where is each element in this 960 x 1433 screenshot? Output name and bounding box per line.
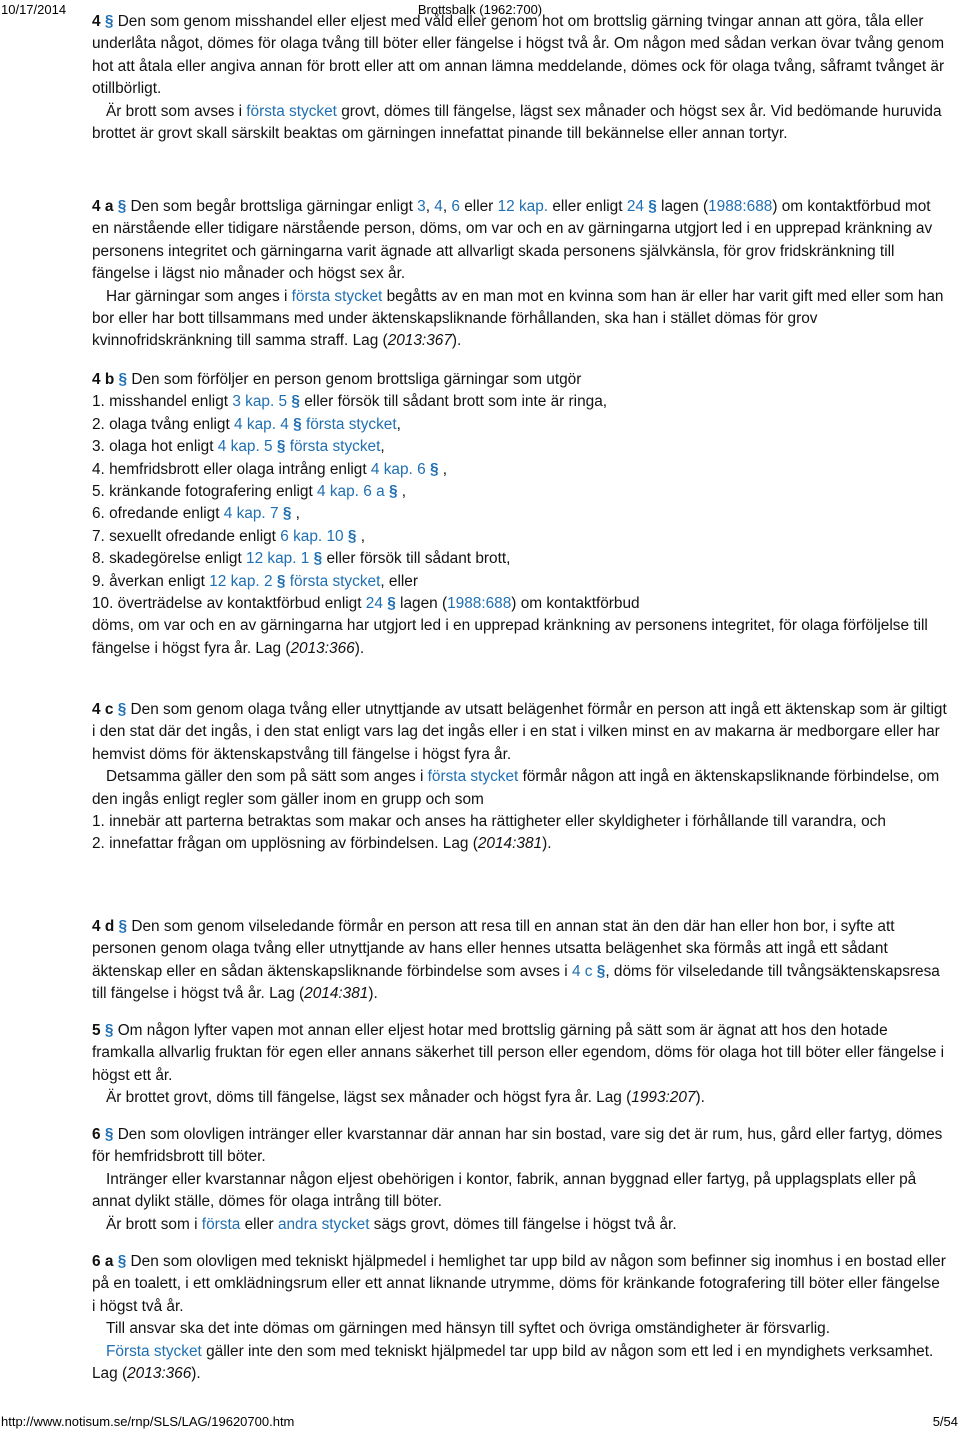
paragraph-sign-link[interactable]: § xyxy=(117,1253,127,1270)
section-link[interactable]: 5 xyxy=(264,438,273,456)
section-link[interactable]: 2 xyxy=(264,572,273,590)
section-number: 4 xyxy=(92,13,101,30)
forsta-stycket-link[interactable]: första stycket xyxy=(289,438,381,456)
paragraph-sign-link[interactable]: § xyxy=(429,460,439,478)
section-5: 5 § Om någon lyfter vapen mot annan eller eljest hotar med brottslig gärning på sätt som är ägnat att hos den hotade framkalla allvarlig fruktan för egen eller annans säkerhet till person eller egendom, döms för olaga hot till böter eller fängelse i högst ett år. Är brottet grovt, döms till fängelse, lägst sex månader och högst fyra år. Lag (1993:207). xyxy=(92,1022,945,1107)
forsta-stycket-link[interactable]: första xyxy=(201,1215,241,1233)
chapter-link[interactable]: 6 kap. xyxy=(280,527,323,545)
forsta-stycket-link[interactable]: första stycket xyxy=(305,415,397,433)
chapter-link[interactable]: 4 kap. xyxy=(317,483,359,501)
list-item: 7. sexuellt ofredande enligt 6 kap. 10 § , xyxy=(92,527,365,545)
forsta-stycket-link[interactable]: första stycket xyxy=(246,102,337,120)
section-number: 4 c xyxy=(92,701,114,718)
section-link[interactable]: 10 xyxy=(326,527,344,545)
print-date: 10/17/2014 xyxy=(1,2,67,17)
sfs-number: 2014:381 xyxy=(304,985,369,1003)
forsta-stycket-link[interactable]: första stycket xyxy=(291,287,383,305)
list-item: 1. misshandel enligt 3 kap. 5 § eller försök till sådant brott som inte är ringa, xyxy=(92,393,608,411)
section-link[interactable]: 6 xyxy=(417,460,426,478)
paragraph-sign-link[interactable]: § xyxy=(313,550,323,568)
paragraph-sign-link[interactable]: § xyxy=(648,198,657,215)
section-number: 4 a xyxy=(92,198,114,215)
sfs-number: 2013:367 xyxy=(387,332,452,350)
section-4c: 4 c § Den som genom olaga tvång eller utnyttjande av utsatt belägenhet förmår en person att ingå ett äktenskap som är giltigt i den stat där det ingås, i den stat enligt vars lag det ingås eller i en stat i vilken minst en av makarna är medborgare eller har hemvist döms för äktenskapstvång till fängelse i högst fyra år. Detsamma gäller den som på sätt som anges i första stycket förmår någon att ingå en äktenskapsliknande förbindelse, om den ingås enligt regler som gäller inom en grupp och som 1. innebär att parterna betraktas som makar och anses ha rättigheter eller skyldigheter i förhållande till varandra, och 2. innefattar frågan om upplösning av förbindelsen. Lag (2014:381). xyxy=(92,699,947,856)
chapter-link[interactable]: 4 kap. xyxy=(234,415,276,433)
chapter-link[interactable]: 4 kap. xyxy=(223,505,266,523)
paragraph-sign-link[interactable]: § xyxy=(282,505,292,523)
sfs-link[interactable]: 1988:688 xyxy=(708,198,773,215)
section-number: 5 xyxy=(92,1022,101,1039)
chapter-link[interactable]: 12 kap. xyxy=(209,572,260,590)
section-number: 6 a xyxy=(92,1253,114,1270)
chapter-link[interactable]: 3 xyxy=(417,198,426,215)
list-item: 4. hemfridsbrott eller olaga intrång enligt 4 kap. 6 § , xyxy=(92,460,448,478)
list-item: 9. åverkan enligt 12 kap. 2 § första stycket, eller xyxy=(92,572,418,590)
list-item: 5. kränkande fotografering enligt 4 kap. 6 a § , xyxy=(92,483,407,501)
page-number: 5/54 xyxy=(932,1414,958,1429)
sfs-link[interactable]: 1988:688 xyxy=(447,595,512,613)
sfs-number: 2013:366 xyxy=(290,639,355,657)
paragraph-sign-link[interactable]: § xyxy=(117,701,127,718)
chapter-link[interactable]: 6 xyxy=(451,198,460,215)
section-4a: 4 a § Den som begår brottsliga gärningar enligt 3, 4, 6 eller 12 kap. eller enligt 24 § lagen (1988:688) om kontaktförbud mot en närstående eller tidigare närstående person, döms, om var och en av gärningarna utgjort led i en upprepad kränkning av personens integritet och gärningarna varit ägnade att allvarligt skada personens självkänsla, för grov fridskränkning till fängelse i lägst nio månader och högst sex år. Har gärningar som anges i första stycket begåtts av en man mot en kvinna som han är eller har varit gift med eller som han bor eller har bott tillsammans med under äktenskapsliknande förhållanden, ska han i stället dömas för grov kvinnofridskränkning till samma straff. Lag (2013:367). xyxy=(92,198,944,350)
paragraph-sign-link[interactable]: § xyxy=(596,962,606,980)
paragraph-sign-link[interactable]: § xyxy=(118,918,128,935)
section-number: 6 xyxy=(92,1126,101,1143)
paragraph-sign-link[interactable]: § xyxy=(293,415,302,433)
paragraph-sign-link[interactable]: § xyxy=(104,1126,114,1143)
andra-stycket-link[interactable]: andra stycket xyxy=(277,1215,370,1233)
paragraph-sign-link[interactable]: § xyxy=(347,527,357,545)
list-item: 10. överträdelse av kontaktförbud enligt 24 § lagen (1988:688) om kontaktförbud xyxy=(92,595,640,613)
list-item: 2. olaga tvång enligt 4 kap. 4 § första stycket, xyxy=(92,415,401,433)
section-number: 4 d xyxy=(92,918,115,935)
chapter-link[interactable]: 12 kap. xyxy=(246,550,297,568)
list-item: 1. innebär att parterna betraktas som makar och anses ha rättigheter eller skyldigheter i förhållande till varandra, och xyxy=(92,813,886,831)
paragraph-sign-link[interactable]: § xyxy=(117,198,127,215)
document-title: Brottsbalk (1962:700) xyxy=(417,2,543,17)
chapter-link[interactable]: 3 kap. xyxy=(232,393,275,411)
forsta-stycket-link[interactable]: Första stycket xyxy=(106,1342,202,1360)
section-number: 4 b xyxy=(92,371,115,388)
section-link[interactable]: 4 xyxy=(280,415,289,433)
section-link[interactable]: 7 xyxy=(270,505,279,523)
chapter-link[interactable]: 4 kap. xyxy=(217,438,260,456)
forsta-stycket-link[interactable]: första stycket xyxy=(289,572,381,590)
chapter-link[interactable]: 12 kap. xyxy=(497,198,549,215)
paragraph-sign-link[interactable]: § xyxy=(276,572,286,590)
list-item: 3. olaga hot enligt 4 kap. 5 § första stycket, xyxy=(92,438,385,456)
paragraph-sign-link[interactable]: § xyxy=(387,595,396,613)
list-item: 8. skadegörelse enligt 12 kap. 1 § eller försök till sådant brott, xyxy=(92,550,511,568)
paragraph-sign-link[interactable]: § xyxy=(291,393,300,411)
list-item: 6. ofredande enligt 4 kap. 7 § , xyxy=(92,505,300,523)
paragraph-sign-link[interactable]: § xyxy=(276,438,286,456)
section-4: 4 § Den som genom misshandel eller eljest med våld eller genom hot om brottslig gärning tvingar annan att göra, tåla eller underlåta något, dömes för olaga tvång till böter eller fängelse i högst två år. Om någon med sådan verkan övar tvång genom hot att åtala eller angiva annan för brott eller att om annan lämna meddelande, dömes ock för olaga tvång, såframt tvånget är otillbörligt. Är brott som avses i första stycket grovt, dömes till fängelse, lägst sex månader och högst sex år. Vid bedömande huruvida brottet är grovt skall särskilt beaktas om gärningen innefattat pinande till bekännelse eller annan tortyr. xyxy=(92,13,945,143)
paragraph-sign-link[interactable]: § xyxy=(104,13,114,30)
section-link[interactable]: 4 c xyxy=(571,962,593,980)
paragraph-sign-link[interactable]: § xyxy=(388,483,398,501)
section-link[interactable]: 6 a xyxy=(363,483,385,501)
section-4d: 4 d § Den som genom vilseledande förmår en person att resa till en annan stat än den där han eller hon bor, i syfte att personen genom olaga tvång eller utnyttjande av hans eller hennes utsatta belägenhet ska förmås att ingå ett sådant äktenskap eller en sådan äktenskapsliknande förbindelse som avses i 4 c §, döms för vilseledande till tvångsäktenskapsresa till fängelse i högst två år. Lag (2014:381). xyxy=(92,918,940,1003)
section-link[interactable]: 1 xyxy=(300,550,310,568)
chapter-link[interactable]: 4 kap. xyxy=(370,460,413,478)
paragraph-sign-link[interactable]: § xyxy=(104,1022,114,1039)
section-6: 6 § Den som olovligen intränger eller kvarstannar där annan har sin bostad, vare sig det är rum, hus, gård eller fartyg, dömes för hemfridsbrott till böter. Intränger eller kvarstannar någon eljest obehörigen i kontor, fabrik, annan byggnad eller fartyg, på upplagsplats eller på annat dylikt ställe, dömes för olaga intrång till böter. Är brott som i första eller andra stycket sägs grovt, dömes till fängelse i högst två år. xyxy=(92,1126,943,1233)
section-link[interactable]: 24 xyxy=(365,595,383,613)
section-link[interactable]: 24 xyxy=(626,198,644,215)
section-text: Den som genom misshandel eller eljest med våld eller genom hot om brottslig gärning tvingar annan att göra, tåla eller underlåta något, dömes för olaga tvång till böter eller fängelse i högst två år. Om någon med sådan verkan övar tvång genom hot att åtala eller angiva annan för brott eller att om annan lämna meddelande, dömes ock för olaga tvång, såframt tvånget är otillbörligt. xyxy=(92,13,945,98)
list-item: 2. innefattar frågan om upplösning av förbindelsen. Lag (2014:381). xyxy=(92,835,552,853)
chapter-link[interactable]: 4 xyxy=(434,198,443,215)
sfs-number: 2013:366 xyxy=(127,1365,192,1383)
source-url: http://www.notisum.se/rnp/SLS/LAG/19620700.htm xyxy=(1,1414,295,1429)
section-6a: 6 a § Den som olovligen med tekniskt hjälpmedel i hemlighet tar upp bild av någon som befinner sig inomhus i en bostad eller på en toalett, i ett omklädningsrum eller ett annat liknande utrymme, döms för kränkande fotografering till böter eller fängelse i högst två år. Till ansvar ska det inte dömas om gärningen med hänsyn till syftet och övriga omständigheter är försvarlig. Första stycket gäller inte den som med tekniskt hjälpmedel tar upp bild av någon som ett led i en myndighets verksamhet. Lag (2013:366). xyxy=(92,1253,946,1383)
section-link[interactable]: 5 xyxy=(278,393,288,411)
paragraph-sign-link[interactable]: § xyxy=(118,371,128,388)
sfs-number: 2014:381 xyxy=(477,835,543,853)
section-4b: 4 b § Den som förföljer en person genom brottsliga gärningar som utgör 1. misshandel enligt 3 kap. 5 § eller försök till sådant brott som inte är ringa, 2. olaga tvång enligt 4 kap. 4 § första stycket, 3. olaga hot enligt 4 kap. 5 § första stycket, 4. hemfridsbrott eller olaga intrång enligt 4 kap. 6 § , 5. kränkande fotografering enligt 4 kap. 6 a § , 6. ofredande enligt 4 kap. 7 § , 7. sexuellt ofredande enligt 6 kap. 10 § , 8. skadegörelse enligt 12 kap. 1 § eller försök till sådant brott, 9. åverkan enligt 12 kap. 2 § första stycket, eller 10. överträdelse av kontaktförbud enligt 24 § lagen (1988:688) om kontaktförbud döms, om var och en av gärningarna har utgjort led i en upprepad kränkning av personens integritet, för olaga förföljelse till fängelse i högst fyra år. Lag (2013:366). xyxy=(92,369,947,660)
forsta-stycket-link[interactable]: första stycket xyxy=(427,768,519,786)
sfs-number: 1993:207 xyxy=(631,1089,696,1107)
